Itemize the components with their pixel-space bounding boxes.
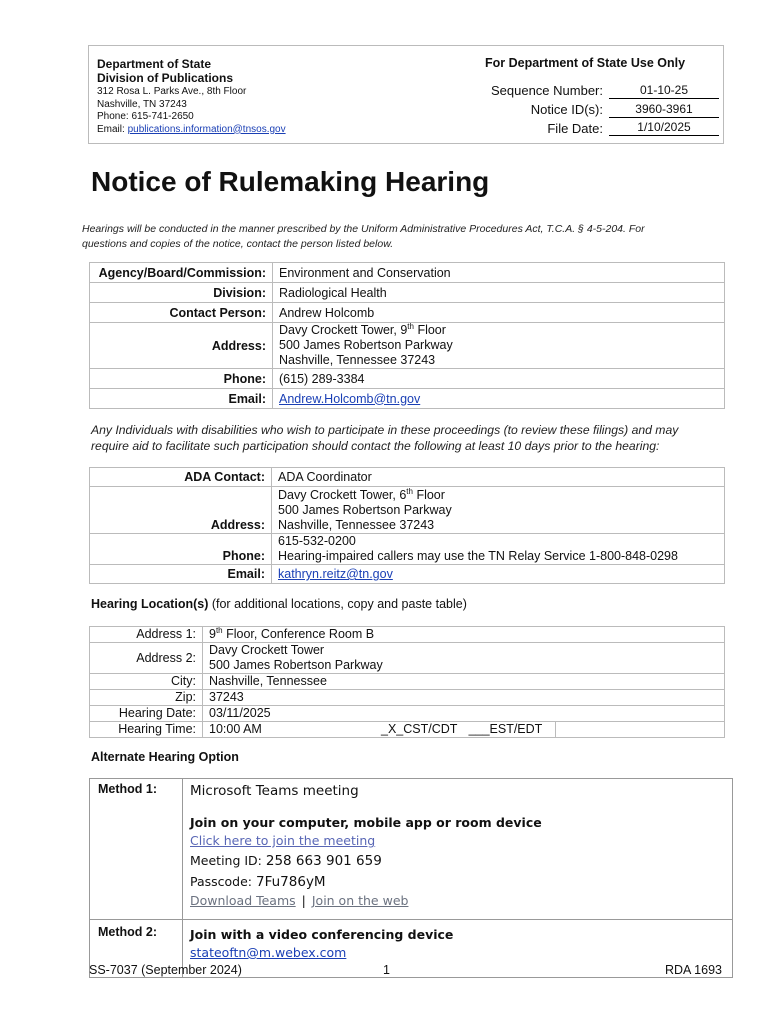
join-on-web-link[interactable]: Join on the web	[311, 893, 409, 908]
ada-phone-label: Phone:	[90, 534, 272, 565]
passcode: Passcode: 7Fu786yM	[190, 874, 326, 890]
contact-person-label: Contact Person:	[90, 303, 273, 323]
file-date-label: File Date:	[547, 121, 603, 136]
city-value: Nashville, Tennessee	[203, 674, 725, 690]
method1-label: Method 1:	[98, 782, 158, 796]
division-label: Division:	[90, 283, 273, 303]
zip-label: Zip:	[90, 690, 203, 706]
ada-email-link[interactable]: kathryn.reitz@tn.gov	[278, 567, 393, 581]
contact-email-link[interactable]: Andrew.Holcomb@tn.gov	[279, 391, 421, 406]
city-label: City:	[90, 674, 203, 690]
ada-contact-label: ADA Contact:	[90, 468, 272, 487]
header-box	[88, 45, 724, 144]
form-number: SS-7037 (September 2024)	[89, 963, 242, 977]
agency-label: Agency/Board/Commission:	[90, 263, 273, 283]
meeting-id: Meeting ID: 258 663 901 659	[190, 853, 382, 869]
department-name: Department of State Division of Publications	[97, 57, 234, 85]
address2-value: Davy Crockett Tower 500 James Robertson Parkway	[203, 643, 725, 674]
est-option: ___EST/EDT	[468, 722, 543, 736]
ada-contact-table	[89, 467, 725, 584]
page-number: 1	[383, 963, 390, 977]
join-heading: Join on your computer, mobile app or room device	[190, 815, 542, 830]
ada-contact-value: ADA Coordinator	[272, 468, 725, 487]
alternate-hearing-box	[89, 778, 733, 978]
sequence-number-value: 01-10-25	[609, 82, 719, 99]
ada-phone-value: 615-532-0200 Hearing-impaired callers may use the TN Relay Service 1-800-848-0298	[272, 534, 725, 565]
rda-number: RDA 1693	[665, 963, 722, 977]
department-email-link[interactable]: publications.information@tnsos.gov	[127, 123, 286, 135]
teams-title: Microsoft Teams meeting	[190, 783, 359, 799]
state-use-heading: For Department of State Use Only	[485, 56, 686, 70]
phone-label: Phone:	[90, 369, 273, 389]
address-value: Davy Crockett Tower, 9th Floor 500 James Robertson Parkway Nashville, Tennessee 37243	[273, 323, 725, 369]
address1-value: 9th Floor, Conference Room B	[203, 627, 725, 643]
hearing-time-label: Hearing Time:	[90, 722, 203, 738]
notice-id-value: 3960-3961	[609, 101, 719, 118]
ada-address-label: Address:	[90, 487, 272, 534]
teams-links: Download Teams | Join on the web	[190, 893, 409, 908]
page-title: Notice of Rulemaking Hearing	[91, 166, 490, 197]
address1-label: Address 1:	[90, 627, 203, 643]
sequence-number-label: Sequence Number:	[490, 83, 603, 98]
zip-value: 37243	[203, 690, 725, 706]
hearing-date-label: Hearing Date:	[90, 706, 203, 722]
ada-email-label: Email:	[90, 565, 272, 584]
hearing-location-table	[89, 626, 725, 738]
email-label: Email:	[90, 389, 273, 409]
intro-text: Hearings will be conducted in the manner prescribed by the Uniform Administrative Procedures Act, T.C.A. § 4-5-204. For questions and copies of the notice, contact the person listed below.	[82, 223, 645, 250]
file-date-value: 1/10/2025	[609, 119, 719, 136]
webex-link[interactable]: stateoftn@m.webex.com	[190, 945, 347, 960]
ada-intro-text: Any Individuals with disabilities who wish to participate in these proceedings (to review these filings) and may require aid to facilitate such participation should contact the following at least 10 days prior to the hearing:	[91, 423, 679, 453]
notice-id-label: Notice ID(s):	[530, 102, 603, 117]
download-teams-link[interactable]: Download Teams	[190, 893, 296, 908]
address-label: Address:	[90, 323, 273, 369]
address2-label: Address 2:	[90, 643, 203, 674]
cst-option: _X_CST/CDT	[381, 722, 458, 736]
method2-label: Method 2:	[98, 925, 158, 939]
department-address: 312 Rosa L. Parks Ave., 8th Floor Nashville, TN 37243 Phone: 615-741-2650 Email: publications.information@tnsos.gov	[97, 86, 286, 135]
agency-contact-table	[89, 262, 725, 409]
hearing-date-value: 03/11/2025	[203, 706, 725, 722]
contact-person-value: Andrew Holcomb	[273, 303, 725, 323]
join-meeting-link[interactable]: Click here to join the meeting	[190, 833, 376, 848]
video-heading: Join with a video conferencing device	[190, 927, 454, 942]
agency-value: Environment and Conservation	[273, 263, 725, 283]
hearing-location-heading: Hearing Location(s) (for additional locations, copy and paste table)	[91, 597, 467, 611]
timezone-options	[373, 722, 556, 738]
division-value: Radiological Health	[273, 283, 725, 303]
phone-value: (615) 289-3384	[273, 369, 725, 389]
hearing-time-value: 10:00 AM	[203, 722, 374, 738]
alternate-hearing-heading: Alternate Hearing Option	[91, 750, 239, 764]
ada-address-value: Davy Crockett Tower, 6th Floor 500 James Robertson Parkway Nashville, Tennessee 37243	[272, 487, 725, 534]
